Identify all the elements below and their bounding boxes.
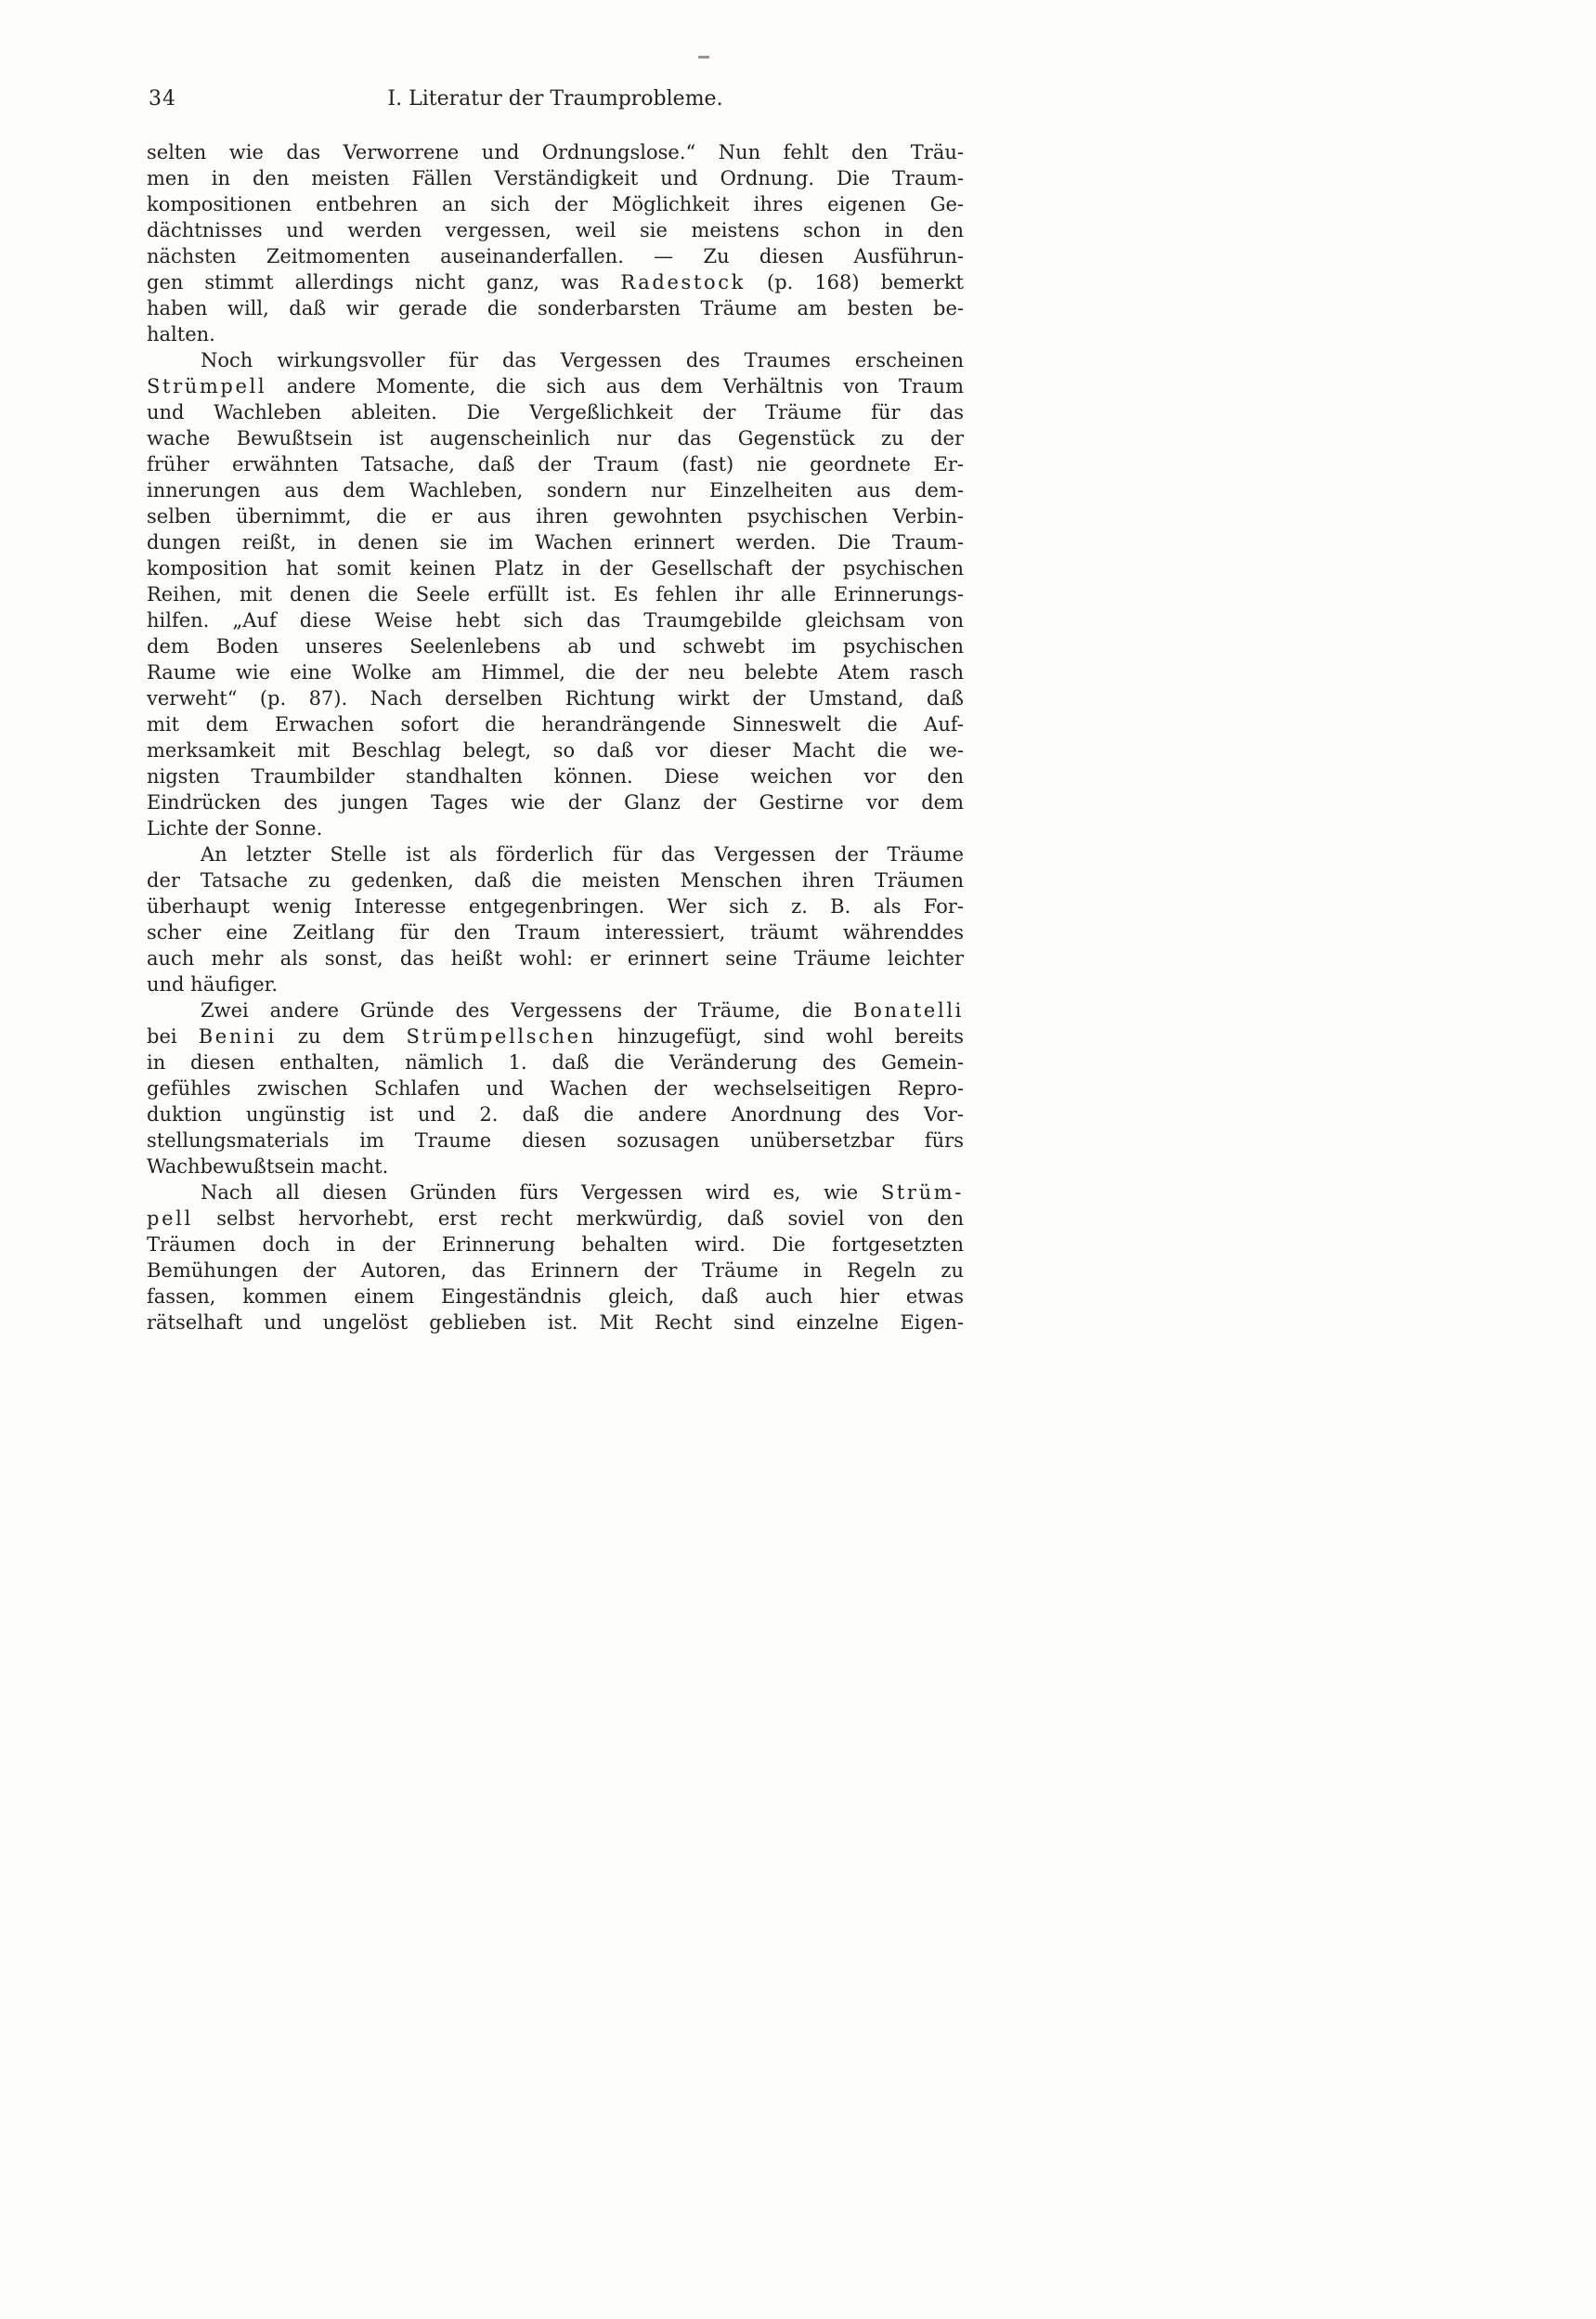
paragraph (147, 1179, 964, 1335)
text-line: hilfen. „Auf diese Weise hebt sich das Traumgebilde gleichsam von (147, 609, 964, 632)
text-line: wache Bewußtsein ist augenscheinlich nur das Gegenstück zu der (147, 427, 964, 449)
text-line: auch mehr als sonst, das heißt wohl: er erinnert seine Träume leichter (147, 947, 964, 970)
text-line: haben will, daß wir gerade die sonderbarsten Träume am besten be- (147, 297, 964, 319)
text-line: selten wie das Verworrene und Ordnungslose.“ Nun fehlt den Träu- (147, 141, 964, 163)
letterspaced-author-name: Strüm- (880, 1181, 964, 1204)
letterspaced-author-name: Benini (198, 1025, 277, 1048)
text-line: und Wachleben ableiten. Die Vergeßlichkeit der Träume für das (147, 401, 964, 423)
text-line: verweht“ (p. 87). Nach derselben Richtung wirkt der Umstand, daß (147, 687, 964, 710)
text-line: früher erwähnten Tatsache, daß der Traum (fast) nie geordnete Er- (147, 453, 964, 476)
text-line: bei Benini zu dem Strümpellschen hinzugefügt, sind wohl bereits (147, 1025, 965, 1048)
text-line: kompositionen entbehren an sich der Möglichkeit ihres eigenen Ge- (147, 193, 964, 215)
text-line: Reihen, mit denen die Seele erfüllt ist. Es fehlen ihr alle Erinnerungs- (147, 583, 964, 606)
text-line: Eindrücken des jungen Tages wie der Glanz der Gestirne vor dem (147, 791, 964, 814)
text-line: in diesen enthalten, nämlich 1. daß die Veränderung des Gemein- (147, 1051, 964, 1074)
text-line: men in den meisten Fällen Verständigkeit und Ordnung. Die Traum- (147, 167, 964, 189)
text-line: dem Boden unseres Seelenlebens ab und schwebt im psychischen (147, 635, 964, 658)
text-line: stellungsmaterials im Traume diesen sozusagen unübersetzbar fürs (147, 1129, 964, 1152)
text-line: überhaupt wenig Interesse entgegenbringen. Wer sich z. B. als For- (147, 895, 964, 918)
text-line: der Tatsache zu gedenken, daß die meisten Menschen ihren Träumen (147, 869, 964, 892)
text-line: duktion ungünstig ist und 2. daß die andere Anordnung des Vor- (147, 1103, 964, 1126)
text-line: dächtnisses und werden vergessen, weil sie meistens schon in den (147, 219, 964, 241)
paragraph (147, 841, 964, 997)
text-line: Zwei andere Gründe des Vergessens der Träume, die Bonatelli (201, 999, 964, 1022)
text-line: An letzter Stelle ist als förderlich für das Vergessen der Träume (201, 843, 964, 866)
text-line: gen stimmt allerdings nicht ganz, was Radestock (p. 168) bemerkt (147, 271, 965, 293)
page-number: 34 (149, 87, 176, 111)
text-line: innerungen aus dem Wachleben, sondern nur Einzelheiten aus dem- (147, 479, 964, 502)
text-line: komposition hat somit keinen Platz in der Gesellschaft der psychischen (147, 557, 964, 580)
letterspaced-author-name: Bonatelli (853, 999, 964, 1022)
scan-artifact-mark (698, 56, 709, 59)
letterspaced-author-name: Radestock (620, 271, 746, 293)
text-line: scher eine Zeitlang für den Traum interessiert, träumt währenddes (147, 921, 964, 944)
text-line: selben übernimmt, die er aus ihren gewohnten psychischen Verbin- (147, 505, 964, 528)
paragraph (147, 347, 964, 841)
text-line: Raume wie eine Wolke am Himmel, die der neu belebte Atem rasch (147, 661, 964, 684)
page-header (147, 87, 964, 119)
running-title: I. Literatur der Traumprobleme. (387, 87, 723, 111)
text-line: nigsten Traumbilder standhalten können. Diese weichen vor den (147, 765, 964, 788)
paragraph (147, 139, 964, 347)
text-line: pell selbst hervorhebt, erst recht merkwürdig, daß soviel von den (147, 1207, 964, 1230)
text-line: mit dem Erwachen sofort die herandrängende Sinneswelt die Auf- (147, 713, 964, 736)
text-line: Wachbewußtsein macht. (147, 1155, 389, 1178)
paragraph (147, 997, 964, 1179)
text-line: dungen reißt, in denen sie im Wachen erinnert werden. Die Traum- (147, 531, 964, 554)
text-line: Lichte der Sonne. (147, 817, 323, 840)
text-line: Träumen doch in der Erinnerung behalten wird. Die fortgesetzten (147, 1233, 964, 1256)
text-line: nächsten Zeitmomenten auseinanderfallen. — Zu diesen Ausführun- (147, 245, 964, 267)
text-line: halten. (147, 323, 215, 345)
text-line: gefühles zwischen Schlafen und Wachen der wechselseitigen Repro- (147, 1077, 964, 1100)
text-line: Noch wirkungsvoller für das Vergessen des Traumes erscheinen (201, 349, 964, 371)
text-line: rätselhaft und ungelöst geblieben ist. Mit Recht sind einzelne Eigen- (147, 1311, 964, 1334)
text-line: Nach all diesen Gründen fürs Vergessen wird es, wie Strüm- (201, 1181, 964, 1204)
letterspaced-author-name: Strümpell (147, 375, 267, 397)
text-line: fassen, kommen einem Eingeständnis gleich, daß auch hier etwas (147, 1285, 964, 1308)
letterspaced-author-name: pell (147, 1207, 193, 1230)
text-line: Bemühungen der Autoren, das Erinnern der Träume in Regeln zu (147, 1259, 964, 1282)
text-line: merksamkeit mit Beschlag belegt, so daß vor dieser Macht die we- (147, 739, 964, 762)
text-line: Strümpell andere Momente, die sich aus dem Verhältnis von Traum (147, 375, 964, 397)
text-block (147, 139, 964, 1335)
text-line: und häufiger. (147, 973, 279, 996)
letterspaced-author-name: Strümpellschen (406, 1025, 596, 1048)
